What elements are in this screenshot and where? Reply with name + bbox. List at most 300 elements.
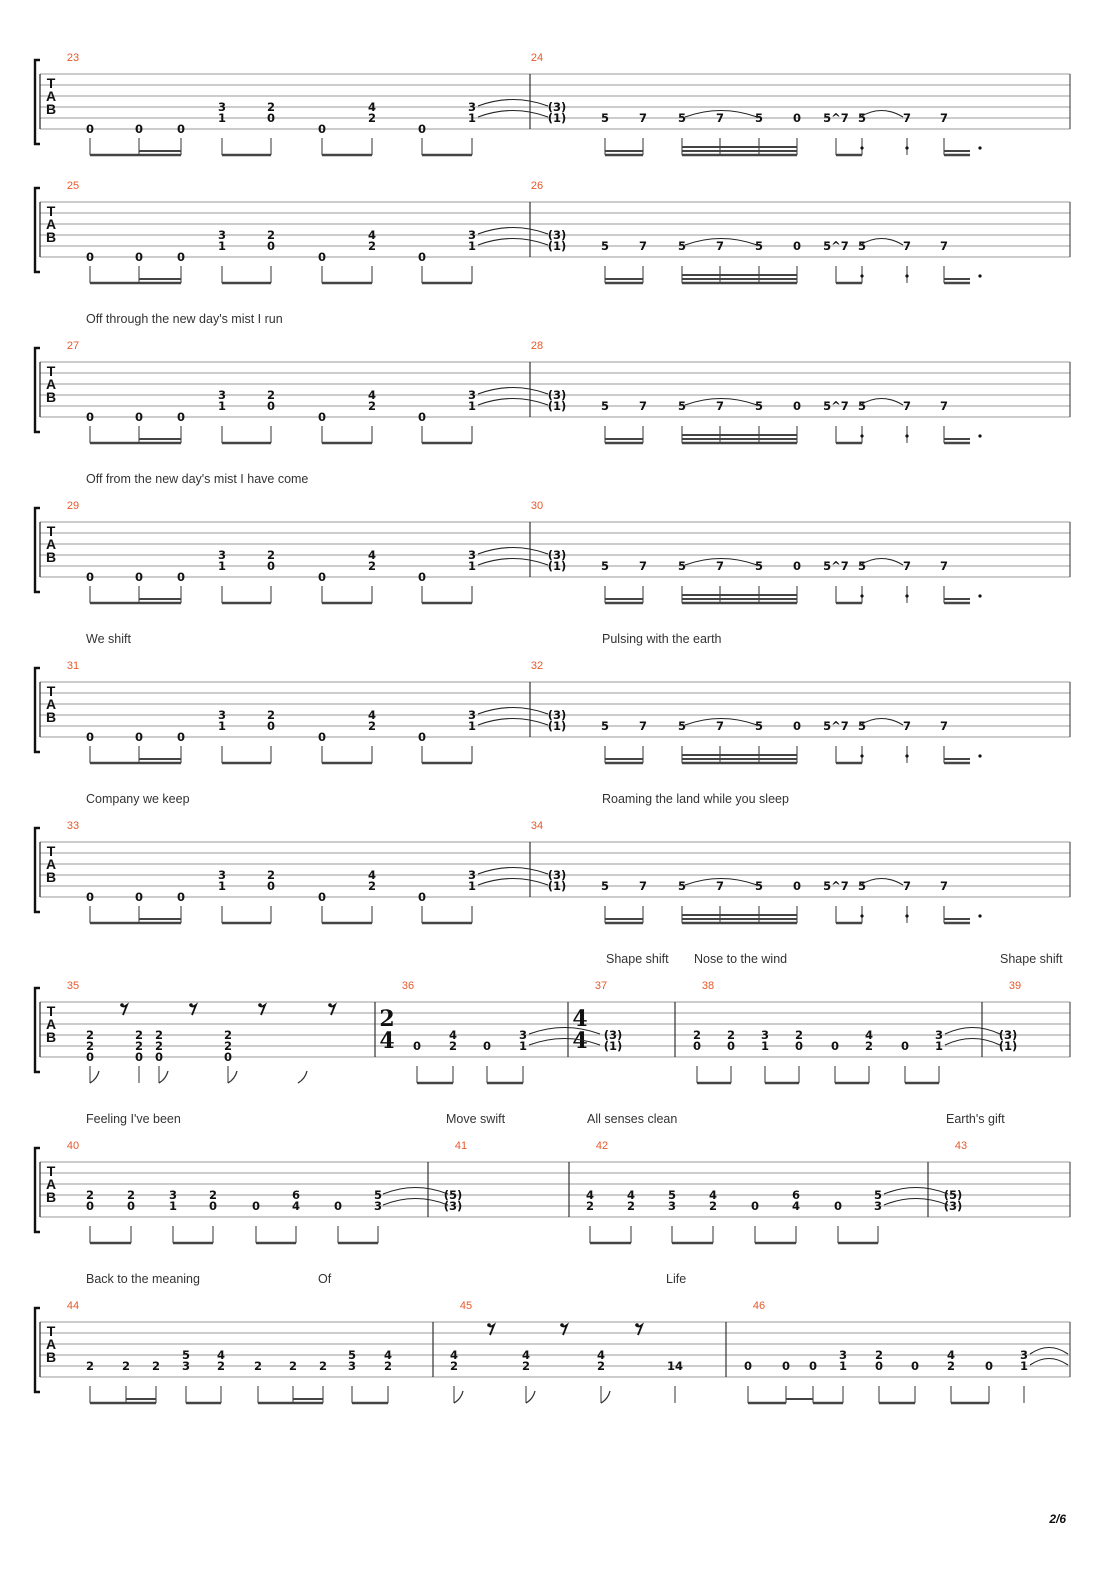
- fret-number: (5): [943, 1188, 963, 1202]
- fret-number: 2: [223, 1039, 233, 1053]
- fret-number: 7: [939, 111, 949, 125]
- tie: [860, 399, 903, 406]
- measure-number: 41: [454, 1140, 468, 1152]
- fret-number: 5^7: [823, 399, 849, 413]
- fret-number: 0: [134, 250, 144, 264]
- fret-number: 5: [857, 399, 867, 413]
- tab-clef-a: A: [45, 216, 57, 232]
- fret-number: 1: [518, 1039, 528, 1053]
- fret-number: (3): [547, 388, 567, 402]
- fret-number: 3: [873, 1199, 883, 1213]
- fret-number: 7: [902, 111, 912, 125]
- tie: [884, 1188, 948, 1195]
- fret-number: 2: [708, 1199, 718, 1213]
- fret-number: 3: [217, 548, 227, 562]
- fret-number: 5: [600, 559, 610, 573]
- measure-number: 37: [594, 980, 608, 992]
- tab-clef-b: B: [45, 709, 57, 725]
- fret-number: 4: [449, 1348, 459, 1362]
- note-flag: [159, 1071, 168, 1083]
- measure-number: 42: [595, 1140, 609, 1152]
- fret-number: 5: [754, 111, 764, 125]
- measure-number: 23: [66, 52, 80, 64]
- tab-clef-t: T: [46, 1323, 56, 1339]
- augmentation-dot: [978, 754, 981, 757]
- system-bracket: [35, 348, 40, 432]
- fret-number: (1): [547, 559, 567, 573]
- fret-number: 0: [85, 1050, 95, 1064]
- fret-number: 0: [833, 1199, 843, 1213]
- fret-number: 1: [217, 239, 227, 253]
- fret-number: 0: [417, 890, 427, 904]
- fret-number: 0: [317, 890, 327, 904]
- time-signature-bottom: 4: [572, 1028, 588, 1054]
- fret-number: 4: [367, 708, 377, 722]
- fret-number: 5: [677, 559, 687, 573]
- fret-number: (5): [443, 1188, 463, 1202]
- lyric-line: Company we keep: [86, 792, 190, 806]
- tab-clef-a: A: [45, 88, 57, 104]
- fret-number: 7: [902, 399, 912, 413]
- fret-number: 2: [383, 1359, 393, 1373]
- fret-number: 0: [85, 570, 95, 584]
- tie: [383, 1188, 448, 1195]
- note-flag: [228, 1071, 237, 1083]
- fret-number: 4: [367, 548, 377, 562]
- fret-number: 0: [85, 890, 95, 904]
- eighth-rest-dot: [635, 1323, 639, 1327]
- fret-number: 0: [134, 410, 144, 424]
- fret-number: 4: [521, 1348, 531, 1362]
- fret-number: 5: [181, 1348, 191, 1362]
- measure-number: 38: [701, 980, 715, 992]
- fret-number: (3): [998, 1028, 1018, 1042]
- fret-number: 7: [638, 111, 648, 125]
- fret-number: 5: [857, 111, 867, 125]
- fret-number: 0: [266, 879, 276, 893]
- fret-number: 5^7: [823, 879, 849, 893]
- fret-number: 0: [743, 1359, 753, 1373]
- fret-number: 1: [467, 719, 477, 733]
- fret-number: 0: [830, 1039, 840, 1053]
- measure-number: 32: [530, 660, 544, 672]
- fret-number: 2: [448, 1039, 458, 1053]
- fret-number: 7: [638, 719, 648, 733]
- tab-clef-a: A: [45, 536, 57, 552]
- tab-clef-a: A: [45, 1176, 57, 1192]
- fret-number: 7: [638, 399, 648, 413]
- page-number: 2/6: [1049, 1512, 1066, 1526]
- fret-number: 0: [266, 559, 276, 573]
- augmentation-dot: [905, 914, 908, 917]
- fret-number: 7: [715, 719, 725, 733]
- fret-number: 0: [726, 1039, 736, 1053]
- augmentation-dot: [905, 594, 908, 597]
- fret-number: 0: [223, 1050, 233, 1064]
- fret-number: 4: [596, 1348, 606, 1362]
- fret-number: 0: [333, 1199, 343, 1213]
- augmentation-dot: [905, 274, 908, 277]
- tab-clef-b: B: [45, 389, 57, 405]
- eighth-rest-dot: [258, 1003, 262, 1007]
- fret-number: 5: [857, 239, 867, 253]
- measure-number: 27: [66, 340, 80, 352]
- system-bracket: [35, 508, 40, 592]
- fret-number: 0: [85, 410, 95, 424]
- note-flag: [298, 1071, 307, 1083]
- fret-number: 0: [134, 1050, 144, 1064]
- fret-number: (3): [547, 708, 567, 722]
- fret-number: 0: [417, 250, 427, 264]
- fret-number: 5: [347, 1348, 357, 1362]
- fret-number: 0: [317, 570, 327, 584]
- lyric-line: Feeling I've been: [86, 1112, 181, 1126]
- fret-number: (3): [547, 548, 567, 562]
- measure-number: 44: [66, 1300, 80, 1312]
- fret-number: 0: [176, 570, 186, 584]
- fret-number: 1: [467, 111, 477, 125]
- fret-number: 4: [367, 868, 377, 882]
- fret-number: 2: [874, 1348, 884, 1362]
- fret-number: 5: [857, 879, 867, 893]
- fret-number: 5: [873, 1188, 883, 1202]
- fret-number: 5: [754, 719, 764, 733]
- fret-number: 2: [266, 868, 276, 882]
- fret-number: 0: [85, 1199, 95, 1213]
- note-flag: [601, 1391, 610, 1403]
- fret-number: 7: [638, 559, 648, 573]
- fret-number: 3: [667, 1199, 677, 1213]
- measure-number: 28: [530, 340, 544, 352]
- tab-clef-b: B: [45, 869, 57, 885]
- fret-number: 5: [857, 719, 867, 733]
- fret-number: 2: [367, 879, 377, 893]
- tie: [860, 559, 903, 566]
- fret-number: 5: [667, 1188, 677, 1202]
- fret-number: 0: [792, 399, 802, 413]
- fret-number: 2: [946, 1359, 956, 1373]
- tab-clef-a: A: [45, 376, 57, 392]
- fret-number: 2: [726, 1028, 736, 1042]
- fret-number: 4: [791, 1199, 801, 1213]
- fret-number: 4: [367, 388, 377, 402]
- fret-number: 3: [934, 1028, 944, 1042]
- fret-number: 0: [808, 1359, 818, 1373]
- fret-number: 1: [467, 879, 477, 893]
- tab-clef-t: T: [46, 683, 56, 699]
- fret-number: 0: [176, 730, 186, 744]
- fret-number: 0: [900, 1039, 910, 1053]
- measure-number: 35: [66, 980, 80, 992]
- augmentation-dot: [905, 754, 908, 757]
- fret-number: 4: [864, 1028, 874, 1042]
- tab-clef-t: T: [46, 75, 56, 91]
- augmentation-dot: [978, 594, 981, 597]
- fret-number: 0: [750, 1199, 760, 1213]
- fret-number: 3: [760, 1028, 770, 1042]
- system-bracket: [35, 1148, 40, 1232]
- fret-number: 2: [85, 1039, 95, 1053]
- fret-number: (1): [547, 879, 567, 893]
- augmentation-dot: [860, 754, 863, 757]
- fret-number: 2: [154, 1039, 164, 1053]
- tie: [478, 399, 548, 406]
- eighth-rest-dot: [328, 1003, 332, 1007]
- fret-number: (3): [547, 868, 567, 882]
- fret-number: 2: [253, 1359, 263, 1373]
- fret-number: 0: [792, 879, 802, 893]
- fret-number: 0: [85, 250, 95, 264]
- tie: [478, 388, 548, 395]
- tie: [478, 111, 548, 118]
- fret-number: 0: [417, 122, 427, 136]
- fret-number: 2: [266, 708, 276, 722]
- time-signature-top: 4: [572, 1006, 588, 1032]
- tab-clef-a: A: [45, 856, 57, 872]
- lyric-line: Roaming the land while you sleep: [602, 792, 789, 806]
- tab-clef-t: T: [46, 523, 56, 539]
- fret-number: (1): [603, 1039, 623, 1053]
- tie: [945, 1039, 1000, 1046]
- fret-number: 4: [367, 100, 377, 114]
- fret-number: 0: [984, 1359, 994, 1373]
- augmentation-dot: [978, 146, 981, 149]
- fret-number: 5: [600, 239, 610, 253]
- fret-number: 2: [85, 1188, 95, 1202]
- tie: [478, 719, 548, 726]
- tab-clef-t: T: [46, 1163, 56, 1179]
- fret-number: 2: [367, 111, 377, 125]
- fret-number: (1): [998, 1039, 1018, 1053]
- tie: [383, 1199, 448, 1206]
- measure-number: 33: [66, 820, 80, 832]
- fret-number: 5: [677, 111, 687, 125]
- tie: [478, 708, 548, 715]
- lyric-line: Back to the meaning: [86, 1272, 200, 1286]
- fret-number: (3): [547, 228, 567, 242]
- fret-number: 2: [151, 1359, 161, 1373]
- fret-number: 4: [367, 228, 377, 242]
- tab-clef-b: B: [45, 549, 57, 565]
- fret-number: 1: [168, 1199, 178, 1213]
- system-bracket: [35, 1308, 40, 1392]
- fret-number: (1): [547, 719, 567, 733]
- tab-clef-t: T: [46, 363, 56, 379]
- fret-number: 0: [85, 122, 95, 136]
- lyric-line: We shift: [86, 632, 131, 646]
- fret-number: 4: [946, 1348, 956, 1362]
- fret-number: 0: [412, 1039, 422, 1053]
- fret-number: 0: [792, 111, 802, 125]
- fret-number: 0: [692, 1039, 702, 1053]
- fret-number: 7: [715, 879, 725, 893]
- fret-number: 2: [692, 1028, 702, 1042]
- measure-number: 46: [752, 1300, 766, 1312]
- tab-clef-b: B: [45, 1029, 57, 1045]
- tie: [1030, 1359, 1068, 1366]
- fret-number: 3: [347, 1359, 357, 1373]
- fret-number: 0: [266, 399, 276, 413]
- tie: [945, 1028, 1000, 1035]
- fret-number: (1): [547, 111, 567, 125]
- fret-number: 0: [794, 1039, 804, 1053]
- fret-number: 5^7: [823, 559, 849, 573]
- tie: [1030, 1348, 1068, 1355]
- tie: [478, 548, 548, 555]
- fret-number: 0: [208, 1199, 218, 1213]
- fret-number: 0: [266, 239, 276, 253]
- tie: [478, 868, 548, 875]
- fret-number: 1: [217, 559, 227, 573]
- fret-number: 0: [482, 1039, 492, 1053]
- augmentation-dot: [860, 594, 863, 597]
- fret-number: 3: [467, 100, 477, 114]
- fret-number: 0: [134, 730, 144, 744]
- lyric-line: Earth's gift: [946, 1112, 1005, 1126]
- measure-number: 43: [954, 1140, 968, 1152]
- fret-number: 1: [217, 111, 227, 125]
- fret-number: 0: [266, 719, 276, 733]
- fret-number: 7: [715, 111, 725, 125]
- fret-number: 7: [939, 239, 949, 253]
- fret-number: 3: [373, 1199, 383, 1213]
- fret-number: 5: [677, 719, 687, 733]
- time-signature-top: 2: [379, 1006, 395, 1032]
- fret-number: 3: [518, 1028, 528, 1042]
- augmentation-dot: [860, 274, 863, 277]
- fret-number: 2: [134, 1039, 144, 1053]
- fret-number: 4: [448, 1028, 458, 1042]
- fret-number: 0: [792, 559, 802, 573]
- fret-number: 2: [794, 1028, 804, 1042]
- fret-number: 2: [596, 1359, 606, 1373]
- fret-number: 3: [467, 708, 477, 722]
- fret-number: 2: [367, 719, 377, 733]
- note-flag: [526, 1391, 535, 1403]
- fret-number: 0: [134, 122, 144, 136]
- measure-number: 36: [401, 980, 415, 992]
- lyric-line: Shape shift: [1000, 952, 1063, 966]
- fret-number: 2: [864, 1039, 874, 1053]
- fret-number: 3: [217, 868, 227, 882]
- fret-number: 4: [383, 1348, 393, 1362]
- fret-number: 0: [317, 122, 327, 136]
- note-flag: [90, 1071, 99, 1083]
- fret-number: 5: [754, 399, 764, 413]
- fret-number: 3: [467, 228, 477, 242]
- fret-number: 2: [126, 1188, 136, 1202]
- fret-number: 3: [467, 388, 477, 402]
- fret-number: 2: [154, 1028, 164, 1042]
- lyric-line: Shape shift: [606, 952, 669, 966]
- fret-number: 1: [217, 399, 227, 413]
- fret-number: 2: [223, 1028, 233, 1042]
- fret-number: 0: [417, 410, 427, 424]
- fret-number: 2: [85, 1028, 95, 1042]
- eighth-rest-dot: [560, 1323, 564, 1327]
- fret-number: 7: [939, 879, 949, 893]
- fret-number: 0: [176, 250, 186, 264]
- fret-number: 0: [176, 410, 186, 424]
- lyric-line: Move swift: [446, 1112, 506, 1126]
- fret-number: 2: [367, 239, 377, 253]
- augmentation-dot: [978, 434, 981, 437]
- fret-number: 5: [373, 1188, 383, 1202]
- fret-number: 6: [291, 1188, 301, 1202]
- fret-number: 7: [939, 399, 949, 413]
- fret-number: 5: [754, 239, 764, 253]
- fret-number: 0: [417, 730, 427, 744]
- fret-number: 0: [874, 1359, 884, 1373]
- fret-number: 7: [902, 559, 912, 573]
- fret-number: 5: [677, 399, 687, 413]
- tie: [529, 1028, 600, 1035]
- augmentation-dot: [905, 146, 908, 149]
- system-bracket: [35, 188, 40, 272]
- fret-number: 0: [134, 570, 144, 584]
- fret-number: 0: [134, 890, 144, 904]
- fret-number: 2: [288, 1359, 298, 1373]
- fret-number: 5: [600, 399, 610, 413]
- tab-clef-b: B: [45, 1189, 57, 1205]
- measure-number: 34: [530, 820, 544, 832]
- time-signature-bottom: 4: [379, 1028, 395, 1054]
- fret-number: 6: [791, 1188, 801, 1202]
- lyric-line: Off through the new day's mist I run: [86, 312, 283, 326]
- fret-number: 1: [217, 719, 227, 733]
- fret-number: 3: [217, 100, 227, 114]
- measure-number: 31: [66, 660, 80, 672]
- lyric-line: Off from the new day's mist I have come: [86, 472, 309, 486]
- fret-number: 2: [449, 1359, 459, 1373]
- fret-number: 0: [176, 890, 186, 904]
- fret-number: 7: [902, 719, 912, 733]
- fret-number: 5: [600, 719, 610, 733]
- fret-number: 2: [134, 1028, 144, 1042]
- fret-number: 2: [85, 1359, 95, 1373]
- measure-number: 30: [530, 500, 544, 512]
- measure-number: 24: [530, 52, 544, 64]
- fret-number: 4: [291, 1199, 301, 1213]
- fret-number: 0: [792, 239, 802, 253]
- measure-number: 29: [66, 500, 80, 512]
- eighth-rest-dot: [120, 1003, 124, 1007]
- fret-number: 0: [251, 1199, 261, 1213]
- fret-number: 5: [600, 111, 610, 125]
- fret-number: 2: [266, 388, 276, 402]
- tab-clef-b: B: [45, 1349, 57, 1365]
- tie: [860, 719, 903, 726]
- fret-number: 7: [638, 239, 648, 253]
- fret-number: 7: [638, 879, 648, 893]
- measure-number: 45: [459, 1300, 473, 1312]
- augmentation-dot: [860, 434, 863, 437]
- system-bracket: [35, 60, 40, 144]
- measure-number: 25: [66, 180, 80, 192]
- note-flag: [454, 1391, 463, 1403]
- fret-number: 0: [266, 111, 276, 125]
- augmentation-dot: [905, 434, 908, 437]
- fret-number: 4: [585, 1188, 595, 1202]
- fret-number: 3: [467, 868, 477, 882]
- fret-number: 0: [792, 719, 802, 733]
- fret-number: (3): [443, 1199, 463, 1213]
- fret-number: 5^7: [823, 111, 849, 125]
- fret-number: 2: [521, 1359, 531, 1373]
- fret-number: 1: [934, 1039, 944, 1053]
- fret-number: (3): [943, 1199, 963, 1213]
- fret-number: 0: [417, 570, 427, 584]
